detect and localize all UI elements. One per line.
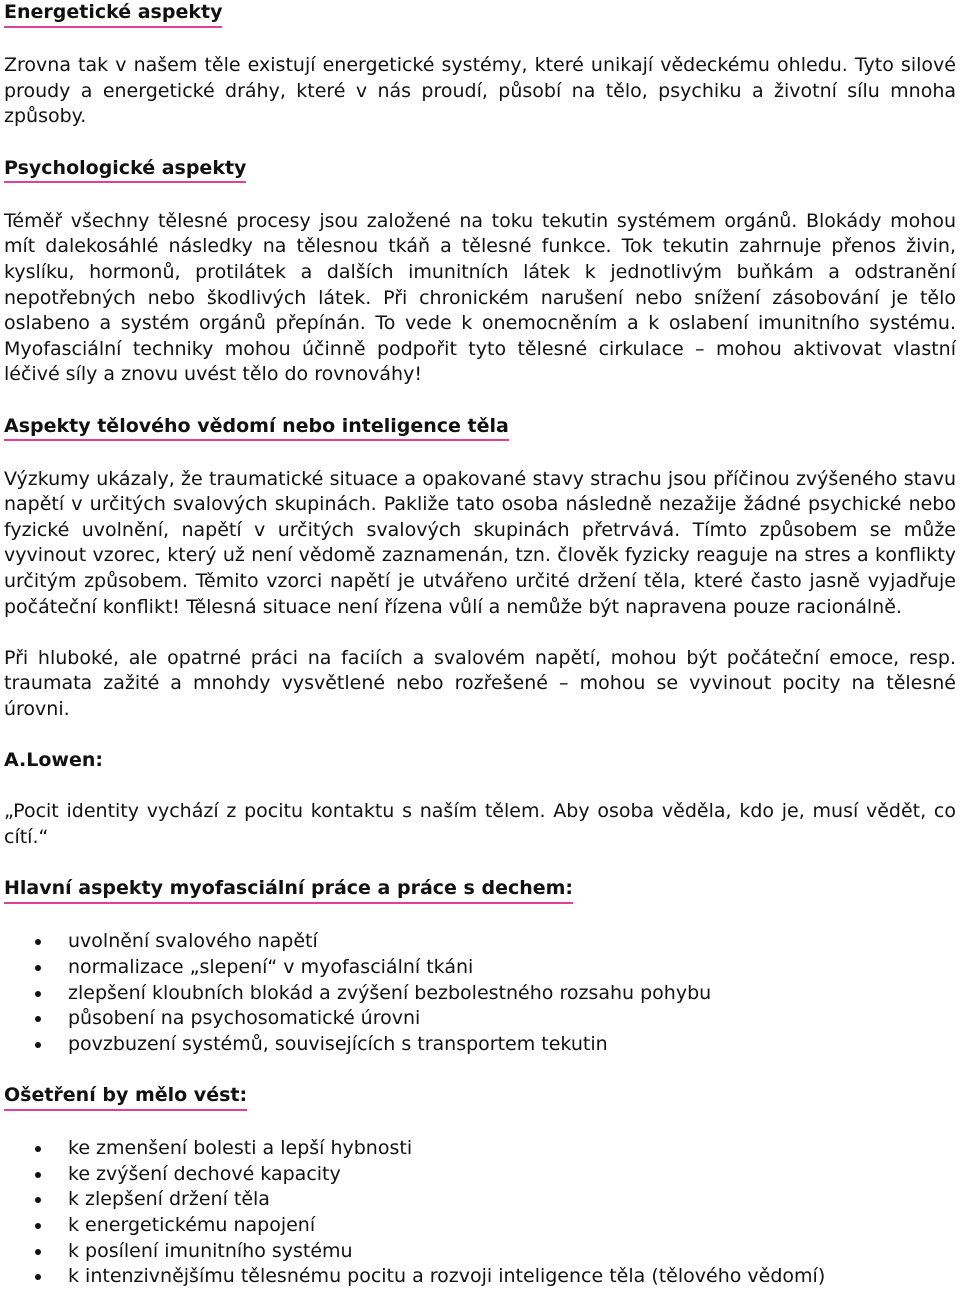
heading-main-aspects: Hlavní aspekty myofasciální práce a práce s dechem:	[4, 876, 573, 904]
paragraph-psychological: Téměř všechny tělesné procesy jsou založené na toku tekutin systémem orgánů. Blokády mohou mít dalekosáhlé následky na tělesnou tkáň a tělesné funkce. Tok tekutin zahrnuje přenos živin, kyslíku, hormonů, protilátek a dalších imunitních látek k jednotlivým buňkám a odstranění nepotřebných nebo škodlivých látek. Při chronickém narušení nebo snížení zásobování je tělo oslabeno a systém orgánů přepínán. To vede k onemocněním a k oslabení imunitního systému. Myofasciální techniky mohou účinně podpořit tyto tělesné cirkulace – mohou aktivovat vlastní léčivé síly a znovu uvést tělo do rovnováhy!	[4, 209, 956, 386]
list-item-text: povzbuzení systémů, souvisejících s transportem tekutin	[68, 1032, 608, 1055]
heading-treatment: Ošetření by mělo vést:	[4, 1083, 247, 1111]
heading-awareness: Aspekty tělového vědomí nebo inteligence těla	[4, 414, 509, 442]
list-item	[4, 1187, 956, 1213]
paragraph-awareness-2: Při hluboké, ale opatrné práci na faciích a svalovém napětí, mohou být počáteční emoce, resp. traumata zažité a mnohdy vysvětlené nebo rozřešené – mohou se vyvinout pocity na tělesné úrovni.	[4, 646, 956, 721]
list-item-text: uvolnění svalového napětí	[68, 930, 318, 953]
bullet-dot-icon	[35, 939, 41, 945]
bullet-dot-icon	[35, 1146, 41, 1152]
quote-author: A.Lowen:	[4, 749, 103, 772]
section-main-aspects	[4, 876, 956, 904]
list-item-text: k intenzivnějšímu tělesnému pocitu a rozvoji inteligence těla (tělového vědomí)	[68, 1265, 826, 1288]
main-aspects-list	[4, 929, 956, 1057]
list-item	[4, 955, 956, 981]
list-item-text: k energetickému napojení	[68, 1213, 316, 1236]
bullet-dot-icon	[35, 965, 41, 971]
list-item-text: ke zvýšení dechové kapacity	[68, 1162, 341, 1185]
list-item	[4, 1006, 956, 1032]
bullet-dot-icon	[35, 1223, 41, 1229]
list-item-text: působení na psychosomatické úrovni	[68, 1007, 421, 1030]
bullet-dot-icon	[35, 1197, 41, 1203]
list-item	[4, 1264, 956, 1290]
list-item	[4, 1162, 956, 1188]
section-energetic	[4, 0, 956, 28]
list-item-text: k zlepšení držení těla	[68, 1188, 270, 1211]
heading-energetic: Energetické aspekty	[4, 0, 222, 28]
paragraph-awareness-1: Výzkumy ukázaly, že traumatické situace a opakované stavy strachu jsou příčinou zvýšeného stavu napětí v určitých svalových skupinách. Pakliže tato osoba následně nezažije žádné psychické nebo fyzické uvolnění, napětí v určitých svalových skupinách přetrvává. Tímto způsobem se může vyvinout vzorec, který už není vědomě zaznamenán, tzn. člověk fyzicky reaguje na stres a konflikty určitým způsobem. Těmito vzorci napětí je utvářeno určité držení těla, které často jasně vyjadřuje počáteční konflikt! Tělesná situace není řízena vůlí a nemůže být napravena pouze racionálně.	[4, 467, 956, 618]
list-item-text: k posílení imunitního systému	[68, 1239, 353, 1262]
list-item	[4, 929, 956, 955]
section-psychological	[4, 156, 956, 184]
quote-text: „Pocit identity vychází z pocitu kontaktu s naším tělem. Aby osoba věděla, kdo je, musí vědět, co cítí.“	[4, 800, 956, 848]
list-item	[4, 1136, 956, 1162]
list-item-text: ke zmenšení bolesti a lepší hybnosti	[68, 1137, 413, 1160]
section-awareness	[4, 414, 956, 442]
bullet-dot-icon	[35, 1274, 41, 1280]
section-treatment	[4, 1083, 956, 1111]
bullet-dot-icon	[35, 1042, 41, 1048]
list-item-text: zlepšení kloubních blokád a zvýšení bezbolestného rozsahu pohybu	[68, 981, 712, 1004]
bullet-dot-icon	[35, 1172, 41, 1178]
treatment-list	[4, 1136, 956, 1290]
list-item-text: normalizace „slepení“ v myofasciální tkáni	[68, 955, 474, 978]
list-item	[4, 981, 956, 1007]
paragraph-energetic: Zrovna tak v našem těle existují energetické systémy, které unikají vědeckému ohledu. Tyto silové proudy a energetické dráhy, které v nás proudí, působí na tělo, psychiku a životní sílu mnoha způsoby.	[4, 54, 956, 128]
bullet-dot-icon	[35, 991, 41, 997]
list-item	[4, 1239, 956, 1265]
heading-psychological: Psychologické aspekty	[4, 156, 246, 184]
list-item	[4, 1213, 956, 1239]
bullet-dot-icon	[35, 1016, 41, 1022]
bullet-dot-icon	[35, 1249, 41, 1255]
list-item	[4, 1032, 956, 1058]
